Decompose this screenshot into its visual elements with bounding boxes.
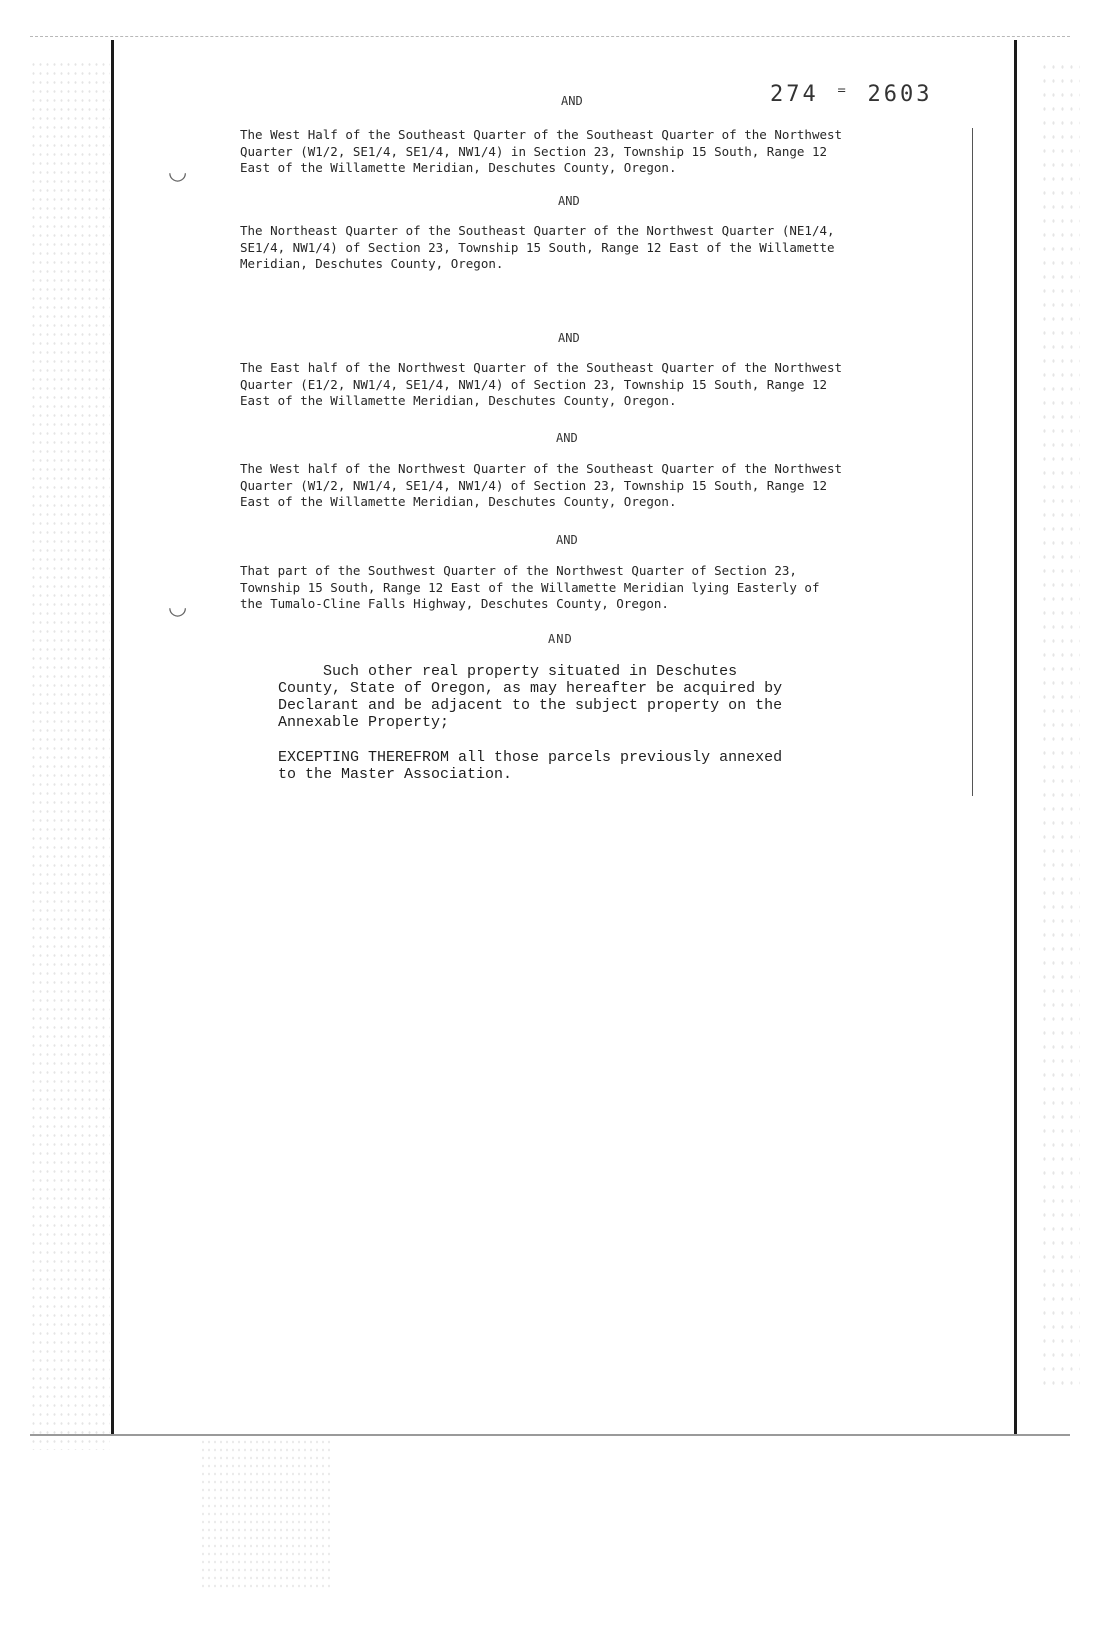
additional-property-clause: Such other real property situated in Deschutes County, State of Oregon, as may hereafter be acquired by Declarant and be adjacent to the subject property on the Annexable Property; — [278, 663, 783, 731]
scan-bottom-edge — [30, 1434, 1070, 1438]
legal-description-1: The West Half of the Southeast Quarter of the Southeast Quarter of the Northwest Quarter (W1/2, SE1/4, SE1/4, NW1/4) in Section 23, Township 15 South, Range 12 East of the Willamette Meridian, Deschutes County, Oregon. — [240, 127, 843, 175]
and-separator: AND — [558, 194, 580, 208]
and-separator: AND — [556, 533, 578, 547]
legal-description-3: The East half of the Northwest Quarter of the Southeast Quarter of the Northwest Quarter (E1/2, NW1/4, SE1/4, NW1/4) of Section 23, Township 15 South, Range 12 East of the Willamette Meridian, Deschutes County, Oregon. — [240, 360, 843, 408]
and-separator: AND — [548, 632, 573, 646]
and-separator: AND — [561, 94, 583, 108]
margin-rule — [972, 128, 973, 796]
scan-bottom-noise — [200, 1438, 330, 1588]
and-separator: AND — [558, 331, 580, 345]
punch-mark-icon: ◡ — [168, 595, 188, 620]
exception-clause: EXCEPTING THEREFROM all those parcels previously annexed to the Master Association. — [278, 749, 783, 783]
scan-left-noise — [30, 60, 110, 1450]
legal-description-5: That part of the Southwest Quarter of the Northwest Quarter of Section 23, Township 15 South, Range 12 East of the Willamette Meridian lying Easterly of the Tumalo-Cline Falls Highway, Deschutes County, Oregon. — [240, 563, 820, 611]
punch-mark-icon: ◡ — [168, 160, 188, 185]
legal-description-4: The West half of the Northwest Quarter of the Southeast Quarter of the Northwest Quarter (W1/2, NW1/4, SE1/4, NW1/4) of Section 23, Township 15 South, Range 12 East of the Willamette Meridian, Deschutes County, Oregon. — [240, 461, 843, 509]
legal-description-2: The Northeast Quarter of the Southeast Quarter of the Northwest Quarter (NE1/4, SE1/4, NW1/4) of Section 23, Township 15 South, Range 12 East of the Willamette Meridian, Deschutes County, Oregon. — [240, 223, 835, 271]
page-number: 274 ⁼ 2603 — [770, 82, 933, 107]
and-separator: AND — [556, 431, 578, 445]
scan-right-noise — [1040, 60, 1080, 1390]
